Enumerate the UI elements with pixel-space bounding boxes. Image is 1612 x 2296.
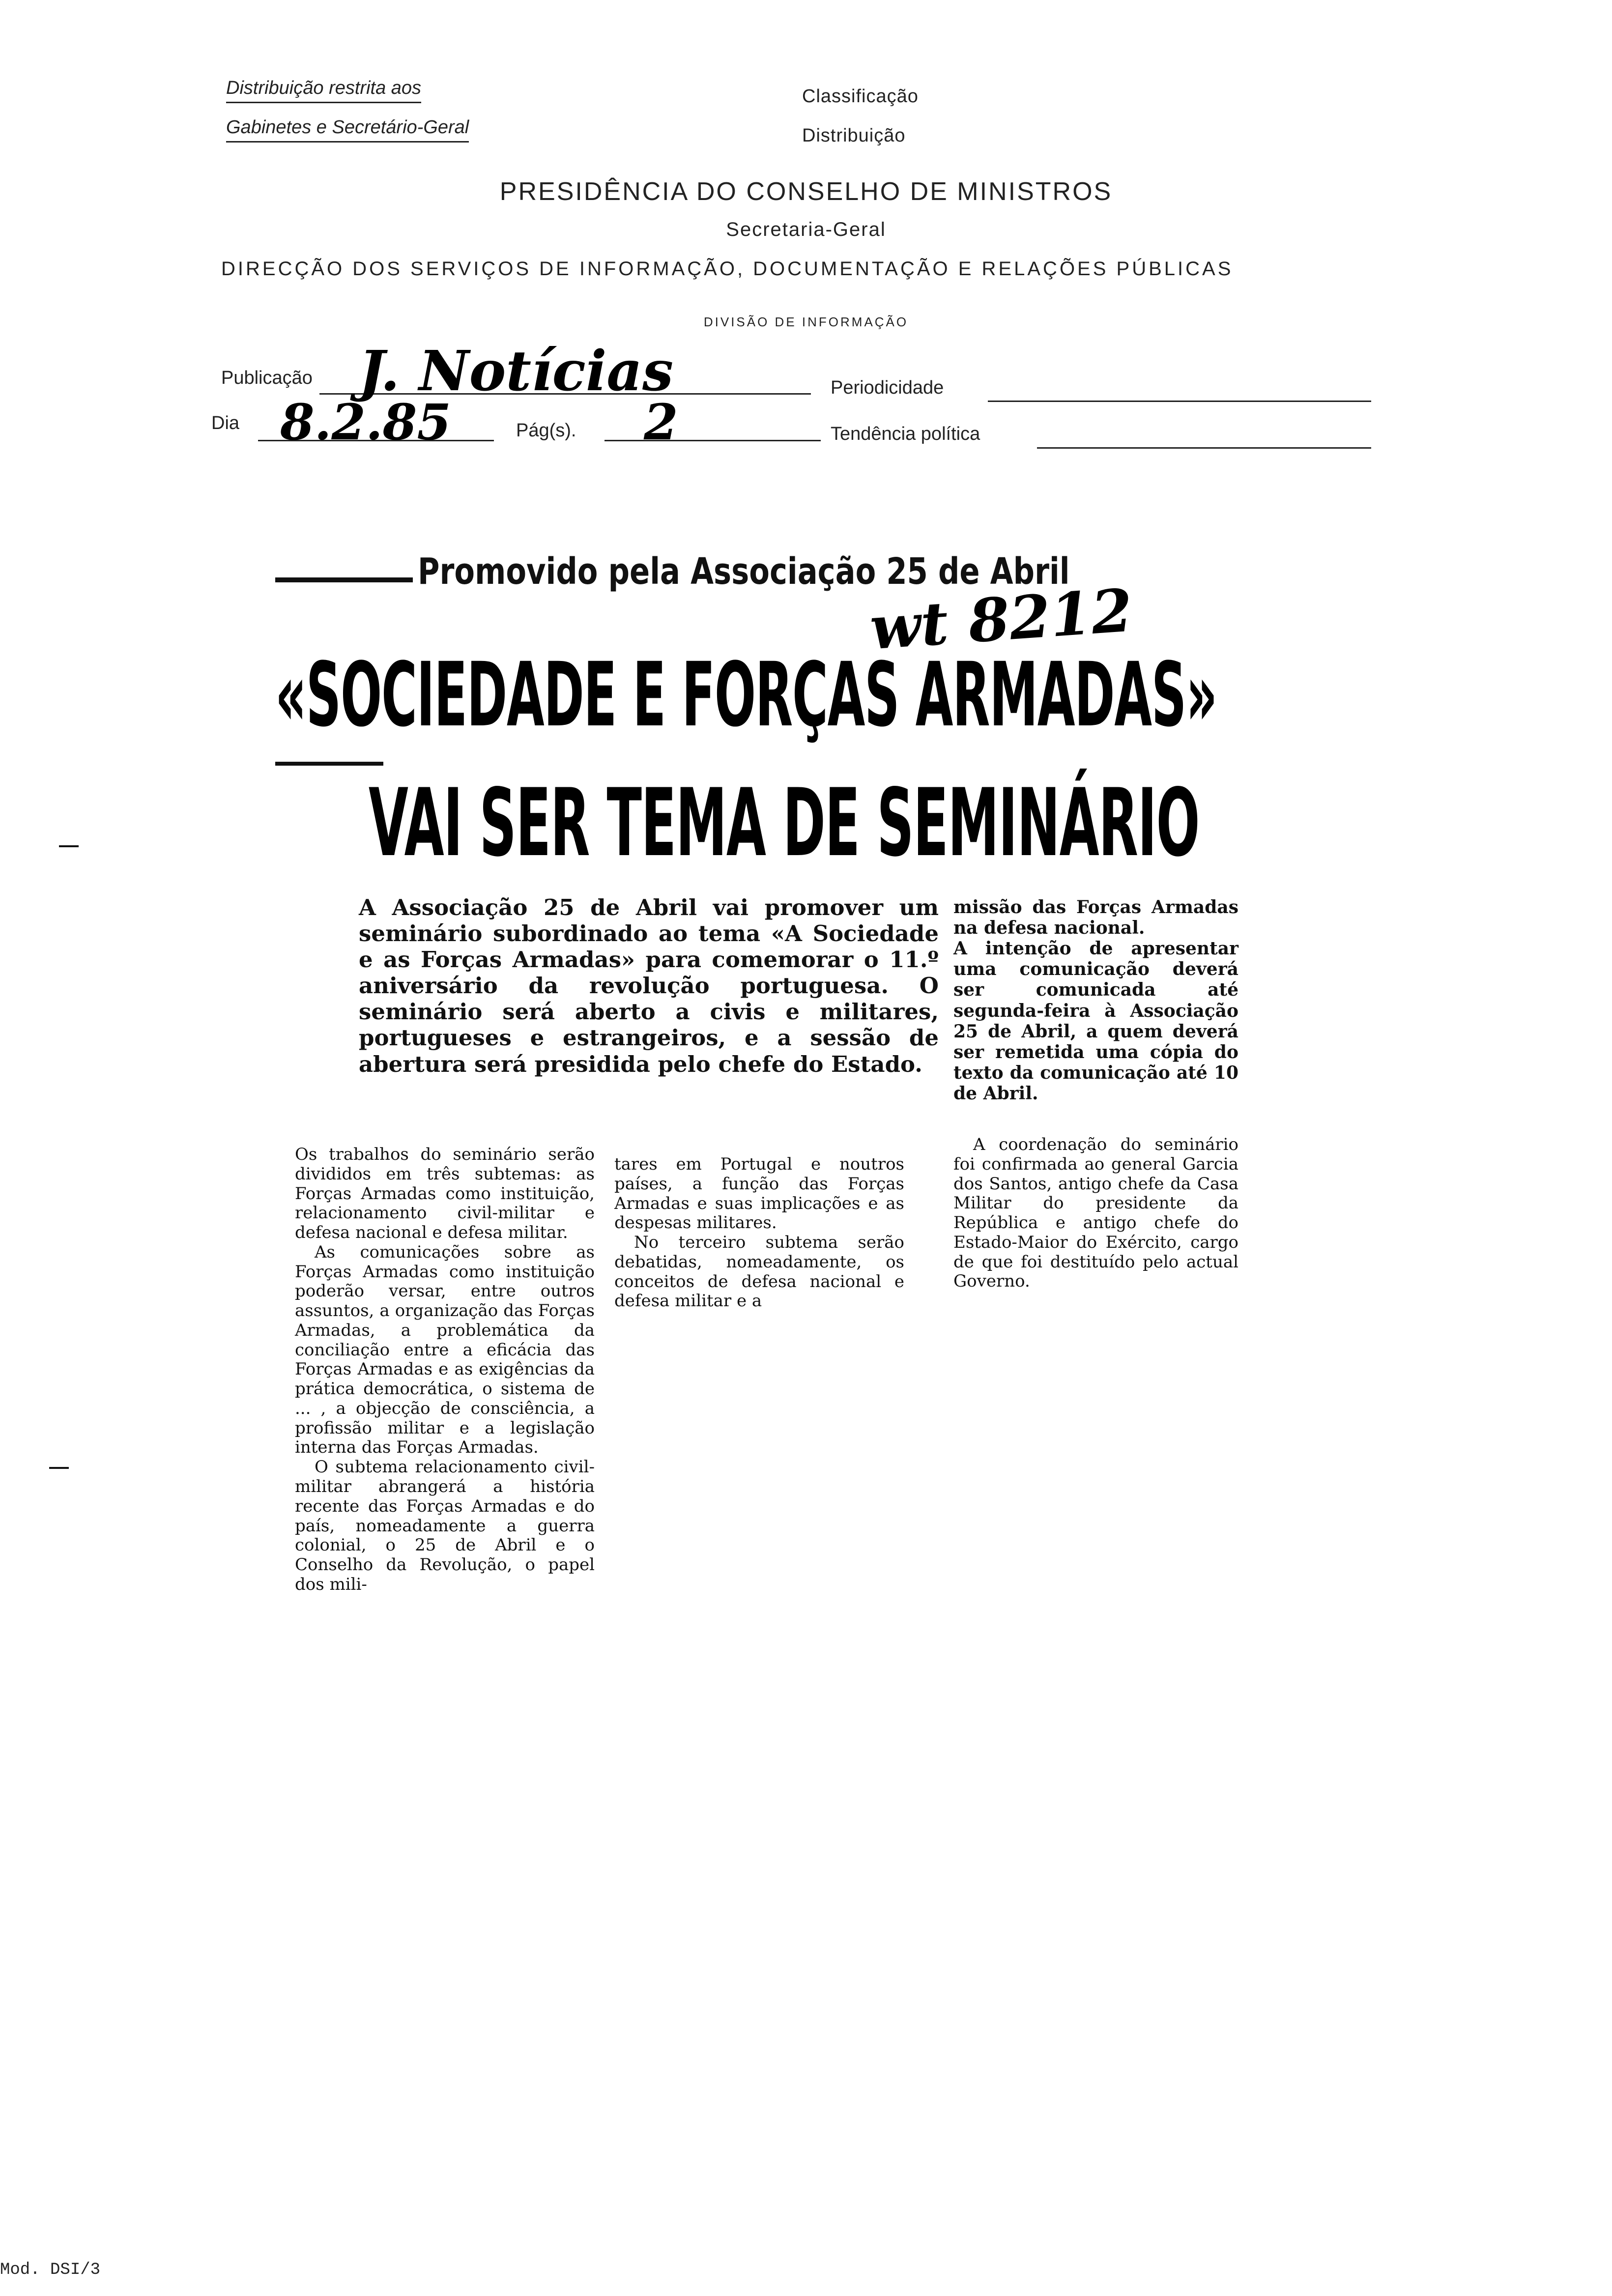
division-title: DIVISÃO DE INFORMAÇÃO: [703, 315, 909, 329]
date-handwritten: 8.2.85: [280, 393, 451, 451]
pages-line: [604, 440, 821, 441]
margin-mark: [49, 1467, 69, 1469]
body-column-1: [295, 1145, 595, 1595]
body-column-3: [953, 1135, 1238, 1292]
col1-paragraph-2: As comunicações sobre as Forças Armadas como instituição poderão versar, entre outros assuntos, a organização das Forças Armadas, a problemática da conciliação entre a eficácia das Forças Armadas e as exigências da prática democrática, o sistema de ... , a objecção de consciência, a profissão militar e a legislação interna das Forças Armadas.: [295, 1242, 595, 1458]
lead-right-column: missão das Forças Armadas na defesa nacional. A intenção de apresentar uma comunicação deverá ser comunicada até segunda-feira à Associação 25 de Abril, a quem deverá ser remetida uma cópia do texto da comunicação até 10 de Abril.: [953, 897, 1238, 1104]
body-column-2: [614, 1155, 904, 1311]
secretariat-title: Secretaria-Geral: [726, 219, 886, 240]
tendency-line: [1037, 447, 1371, 449]
restricted-distribution-line1: Distribuição restrita aos: [226, 78, 421, 103]
classification-label: Classificação: [802, 86, 919, 107]
headline-line2: VAI SER TEMA DE SEMINÁRIO: [369, 769, 1200, 877]
headline-rule: [275, 762, 383, 766]
kicker-rule: [275, 577, 413, 582]
publication-handwritten: J. Notícias: [359, 339, 674, 403]
office-title: PRESIDÊNCIA DO CONSELHO DE MINISTROS: [499, 177, 1113, 206]
periodicity-label: Periodicidade: [831, 377, 944, 398]
margin-mark: [59, 845, 79, 847]
periodicity-line: [988, 401, 1371, 402]
directorate-title: DIRECÇÃO DOS SERVIÇOS DE INFORMAÇÃO, DOCUMENTAÇÃO E RELAÇÕES PÚBLICAS: [221, 258, 1234, 280]
col1-paragraph-1: Os trabalhos do seminário serão divididos em três subtemas: as Forças Armadas como instituição, relacionamento civil-militar e defesa nacional e defesa militar.: [295, 1145, 595, 1243]
newspaper-clipping: [265, 531, 1248, 1789]
col2-paragraph-1: tares em Portugal e noutros países, a função das Forças Armadas e suas implicações e as despesas militares.: [614, 1154, 904, 1233]
pages-label: Pág(s).: [516, 420, 576, 441]
handwritten-reference: wt 8212: [867, 575, 1135, 663]
headline-line1: «SOCIEDADE E FORÇAS ARMADAS»: [275, 644, 1217, 746]
col2-paragraph-2: No terceiro subtema serão debatidas, nomeadamente, os conceitos de defesa nacional e defesa militar e a: [614, 1233, 904, 1311]
date-label: Dia: [211, 413, 240, 433]
lead-paragraph: A Associação 25 de Abril vai promover um seminário subordinado ao tema «A Sociedade e as Forças Armadas» para comemorar o 11.º aniversário da revolução portuguesa. O seminário será aberto a civis e militares, portugueses e estrangeiros, e a sessão de abertura será presidida pelo chefe do Estado.: [359, 894, 939, 1077]
distribution-label: Distribuição: [802, 125, 906, 146]
restricted-distribution-line2: Gabinetes e Secretário-Geral: [226, 117, 469, 143]
publication-label: Publicação: [221, 368, 313, 388]
form-model-code: Mod. DSI/3: [0, 2261, 101, 2279]
kicker: Promovido pela Associação 25 de Abril: [418, 550, 1070, 593]
pages-handwritten: 2: [644, 393, 678, 451]
tendency-label: Tendência política: [831, 424, 980, 444]
col1-paragraph-3: O subtema relacionamento civil-militar abrangerá a história recente das Forças Armadas e do país, nomeadamente a guerra colonial, o 25 de Abril e o Conselho da Revolução, o papel dos mili-: [295, 1457, 595, 1594]
col3-paragraph-1: A coordenação do seminário foi confirmada ao general Garcia dos Santos, antigo chefe da Casa Militar do presidente da República e antigo chefe do Estado-Maior do Exército, cargo de que foi destituído pelo actual Governo.: [953, 1135, 1238, 1292]
